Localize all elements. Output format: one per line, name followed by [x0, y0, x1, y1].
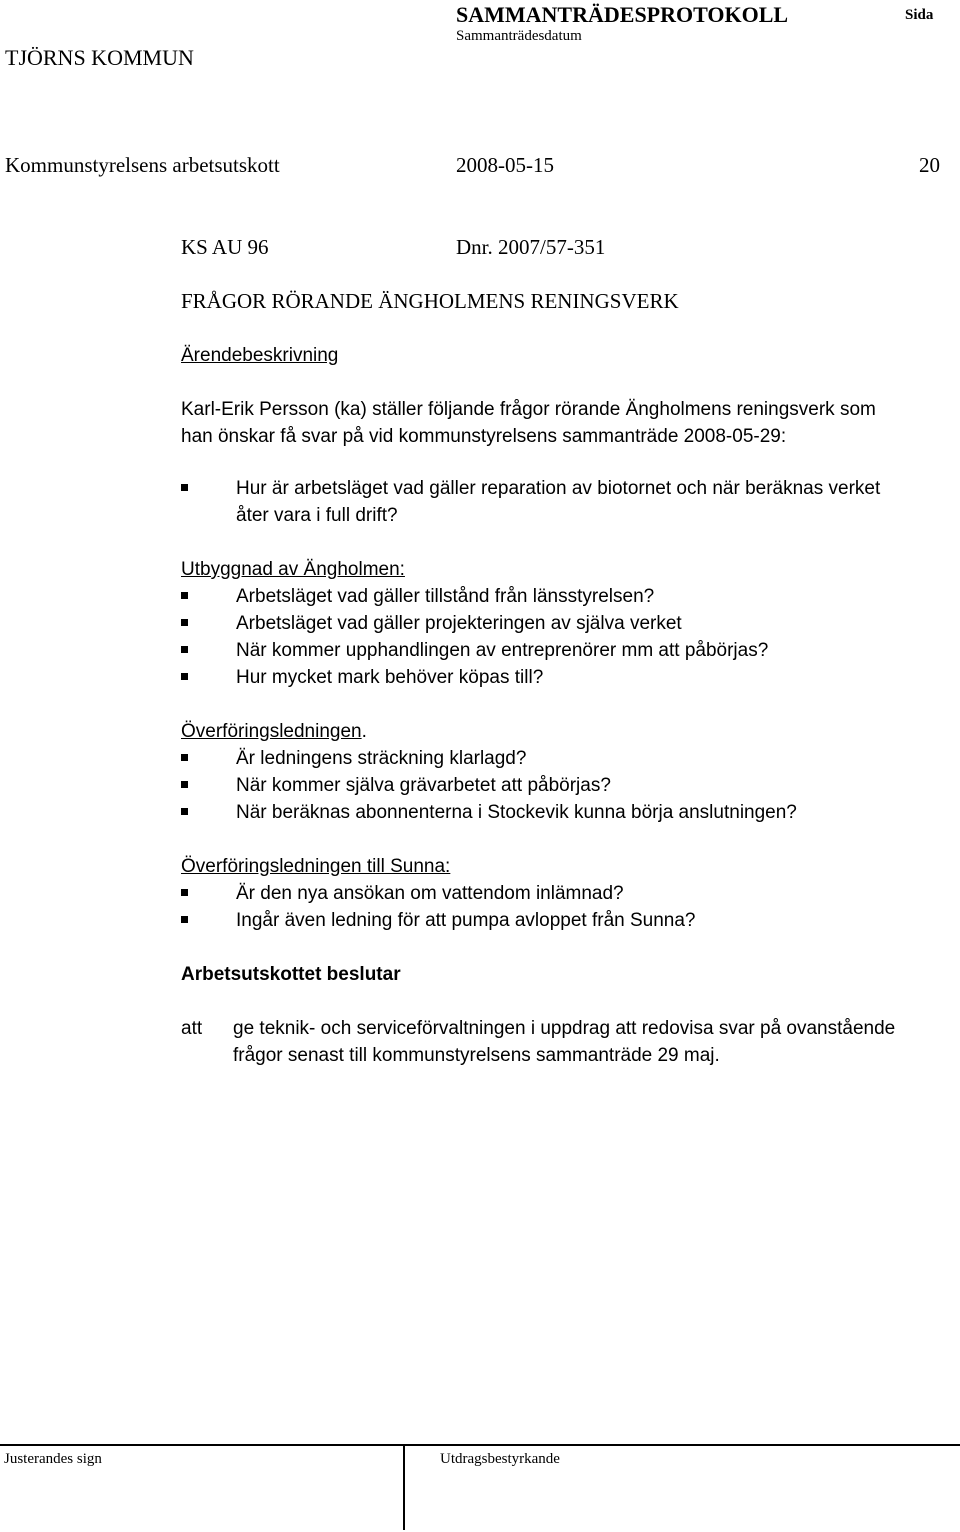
- intro-line-1: Karl-Erik Persson (ka) ställer följande frågor rörande Ängholmens reningsverk som: [181, 399, 876, 420]
- bullet-marker: [181, 619, 188, 626]
- section-heading-sunna: Överföringsledningen till Sunna:: [181, 856, 451, 877]
- page-label: Sida: [905, 7, 934, 23]
- description-heading: Ärendebeskrivning: [181, 345, 339, 366]
- list-item: När kommer själva grävarbetet att påbörjas?: [236, 775, 611, 796]
- date-label: Sammanträdesdatum: [456, 28, 582, 44]
- list-item: Är ledningens sträckning klarlagd?: [236, 748, 527, 769]
- document-type-title: SAMMANTRÄDESPROTOKOLL: [456, 2, 789, 27]
- bullet-marker: [181, 673, 188, 680]
- list-item: Hur mycket mark behöver köpas till?: [236, 667, 544, 688]
- list-item: Arbetsläget vad gäller projekteringen av själva verket: [236, 613, 682, 634]
- list-item: Är den nya ansökan om vattendom inlämnad?: [236, 883, 624, 904]
- list-item: Arbetsläget vad gäller tillstånd från länsstyrelsen?: [236, 586, 655, 607]
- footer-vertical-divider: [403, 1444, 405, 1530]
- footer-divider-line: [0, 1444, 960, 1446]
- page-number: 20: [919, 153, 940, 177]
- case-dnr: Dnr. 2007/57-351: [456, 235, 606, 259]
- bullet-marker: [181, 754, 188, 761]
- intro-line-2: han önskar få svar på vid kommunstyrelsens sammanträde 2008-05-29:: [181, 426, 787, 447]
- question-1-line-2: åter vara i full drift?: [236, 505, 398, 526]
- bullet-marker: [181, 781, 188, 788]
- footer-sign-label: Justerandes sign: [4, 1451, 102, 1467]
- decision-line-1: ge teknik- och serviceförvaltningen i uppdrag att redovisa svar på ovanstående: [233, 1018, 896, 1039]
- bullet-marker: [181, 646, 188, 653]
- section-heading-suffix: .: [361, 721, 367, 742]
- bullet-marker: [181, 592, 188, 599]
- section-heading-expansion: Utbyggnad av Ängholmen:: [181, 559, 405, 580]
- bullet-marker: [181, 889, 188, 896]
- decision-heading: Arbetsutskottet beslutar: [181, 964, 401, 985]
- question-1-line-1: Hur är arbetsläget vad gäller reparation av biotornet och när beräknas verket: [236, 478, 881, 499]
- case-title: FRÅGOR RÖRANDE ÄNGHOLMENS RENINGSVERK: [181, 289, 679, 313]
- bullet-marker: [181, 484, 188, 491]
- case-number: KS AU 96: [181, 235, 269, 259]
- section-heading-text: Överföringsledningen: [181, 721, 362, 742]
- bullet-marker: [181, 808, 188, 815]
- footer-extract-label: Utdragsbestyrkande: [440, 1451, 560, 1467]
- decision-label: att: [181, 1018, 203, 1039]
- list-item: Ingår även ledning för att pumpa avloppet från Sunna?: [236, 910, 696, 931]
- list-item: När beräknas abonnenterna i Stockevik kunna börja anslutningen?: [236, 802, 797, 823]
- municipality-name: TJÖRNS KOMMUN: [5, 45, 194, 70]
- list-item: När kommer upphandlingen av entreprenörer mm att påbörjas?: [236, 640, 769, 661]
- decision-line-2: frågor senast till kommunstyrelsens sammanträde 29 maj.: [233, 1045, 720, 1066]
- meeting-date: 2008-05-15: [456, 153, 554, 177]
- committee-name: Kommunstyrelsens arbetsutskott: [5, 153, 280, 177]
- bullet-marker: [181, 916, 188, 923]
- section-heading-transfer-line: [181, 718, 367, 745]
